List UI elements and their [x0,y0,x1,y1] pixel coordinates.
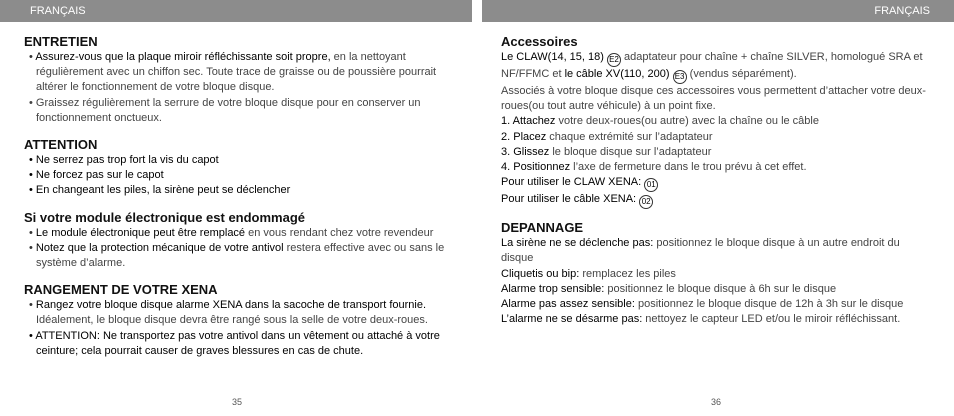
step-label: 3. Glissez [501,145,550,158]
bullet-bold-text: Rangez votre bloque disque alarme XENA dans la sacoche de transport fournie. [35,299,427,312]
step-label: 4. Positionnez [501,161,571,174]
section-entretien [24,34,449,126]
section-attention [24,137,449,199]
left-page-column [24,34,449,370]
figure-ref-badge: E2 [607,53,621,67]
usage-cable [501,192,931,209]
page-number-left: 35 [232,397,243,407]
bullet-text: En changeant les piles, la sirène peut se déclencher [35,184,291,197]
trouble-label: Cliquetis ou bip: [501,267,580,280]
page-number-right: 36 [711,397,722,407]
trouble-text: positionnez le bloque disque à un autre endroit du disque [501,237,900,265]
step-label: 2. Placez [501,130,547,143]
trouble-row [501,267,931,282]
bullet-text: en la nettoyant régulièrement avec un chiffon sec. Toute trace de graisse ou de poussière pourrait altérer le fonctionnement de votre bloque disque. [36,51,437,94]
section-depannage [501,220,931,327]
accessories-line [501,50,931,84]
cable-text: le câble XV(110, 200) [564,68,670,80]
usage-claw [501,175,931,192]
section-rangement [24,282,449,359]
language-label-left: FRANÇAIS [30,5,86,17]
bullet-bold-text: Notez que la protection mécanique de votre antivol [35,241,284,254]
bullet-item: • Graissez régulièrement la serrure de votre bloque disque pour en conserver un fonctionnement onctueux. [29,96,421,124]
trouble-row [501,236,931,266]
bullet-text: Graissez régulièrement la serrure de votre bloque disque pour en conserver un fonctionnement onctueux. [35,96,421,124]
bullet-item: • Le module électronique peut être remplacé en vous rendant chez votre revendeur [29,226,434,239]
bullet-item: • Ne forcez pas sur le capot [29,169,164,182]
claw-text: Le CLAW(14, 15, 18) [501,51,604,63]
right-page-column [501,34,931,338]
usage-text: Pour utiliser le CLAW XENA: [501,176,642,189]
bullet-item: • Notez que la protection mécanique de votre antivol restera effective avec ou sans le système d’alarme. [29,241,445,270]
step-text: chaque extrémité sur l’adaptateur [546,130,713,143]
accessories-paragraph: Associés à votre bloque disque ces accessoires vous permettent d’attacher votre deux-roues(ou tout autre véhicule) à un point fixe. [501,85,926,113]
bullet-bold-text: Le module électronique peut être remplacé [35,226,246,239]
section-accessoires [501,34,931,209]
header-bar-right [482,0,954,22]
bullet-item: • ATTENTION: Ne transportez pas votre antivol dans un vêtement ou attaché à votre ceinture; cela pourrait causer de graves blessures en cas de chute. [29,329,440,357]
trouble-row [501,312,931,327]
section-module [24,210,449,272]
section-title: ENTRETIEN [24,34,98,49]
trouble-label: La sirène ne se déclenche pas: [501,237,654,250]
bullet-item: • Assurez-vous que la plaque miroir réfléchissante soit propre, en la nettoyant régulièrement avec un chiffon sec. Toute trace de graisse ou de poussière pourrait altérer le fonctionnement de votre bloque disque. [29,51,437,94]
trouble-text: remplacez les piles [579,267,676,280]
bullet-item: • En changeant les piles, la sirène peut se déclencher [29,184,291,197]
step-label: 1. Attachez [501,115,556,128]
figure-ref-badge: 02 [639,195,653,209]
bullet-text: Ne serrez pas trop fort la vis du capot [35,154,219,167]
trouble-row [501,282,931,297]
step-item [501,130,931,145]
trouble-row [501,297,931,312]
accessories-text: adaptateur pour chaîne + chaîne SILVER, homologué SRA et NF/FFMC et [501,51,923,80]
bullet-item: • Rangez votre bloque disque alarme XENA dans la sacoche de transport fournie. Idéalement, le bloque disque devra être rangé sous la selle de votre deux-roues. [29,299,428,327]
bullet-text: restera effective avec ou sans le système d’alarme. [36,241,445,270]
step-text: votre deux-roues(ou autre) avec la chaîne ou le câble [555,115,819,128]
trouble-label: Alarme trop sensible: [501,282,605,295]
step-item [501,145,931,160]
bullet-item: • Ne serrez pas trop fort la vis du capot [29,154,219,167]
bullet-text: en vous rendant chez votre revendeur [245,226,434,239]
bullet-text: ATTENTION: Ne transportez pas votre antivol dans un vêtement ou attaché à votre ceinture; cela pourrait causer de graves blessures en cas de chute. [35,329,440,357]
section-title: Accessoires [501,34,578,49]
usage-text: Pour utiliser le câble XENA: [501,193,637,206]
bullet-text: Ne forcez pas sur le capot [35,169,164,182]
bullet-text: Idéalement, le bloque disque devra être rangé sous la selle de votre deux-roues. [36,314,428,327]
section-title: Si votre module électronique est endommagé [24,209,306,225]
accessories-text: (vendus séparément). [686,68,797,80]
trouble-text: positionnez le bloque disque à 6h sur le disque [604,282,837,295]
trouble-text: nettoyez le capteur LED et/ou le miroir réfléchissant. [642,313,901,326]
section-title: RANGEMENT DE VOTRE XENA [24,282,218,298]
step-item [501,160,931,175]
step-text: l’axe de fermeture dans le trou prévu à cet effet. [570,161,807,174]
figure-ref-badge: E3 [673,70,687,84]
header-bar-left [0,0,472,22]
language-label-right: FRANÇAIS [874,5,930,17]
trouble-label: L’alarme ne se désarme pas: [501,313,643,326]
section-title: ATTENTION [24,137,98,153]
step-text: le bloque disque sur l’adaptateur [549,145,712,158]
step-item [501,114,931,129]
bullet-bold-text: Assurez-vous que la plaque miroir réfléchissante soit propre, [35,51,331,63]
trouble-text: positionnez le bloque disque de 12h à 3h sur le disque [634,298,904,311]
section-title: DEPANNAGE [501,220,584,236]
figure-ref-badge: 01 [644,178,658,192]
trouble-label: Alarme pas assez sensible: [501,298,635,311]
